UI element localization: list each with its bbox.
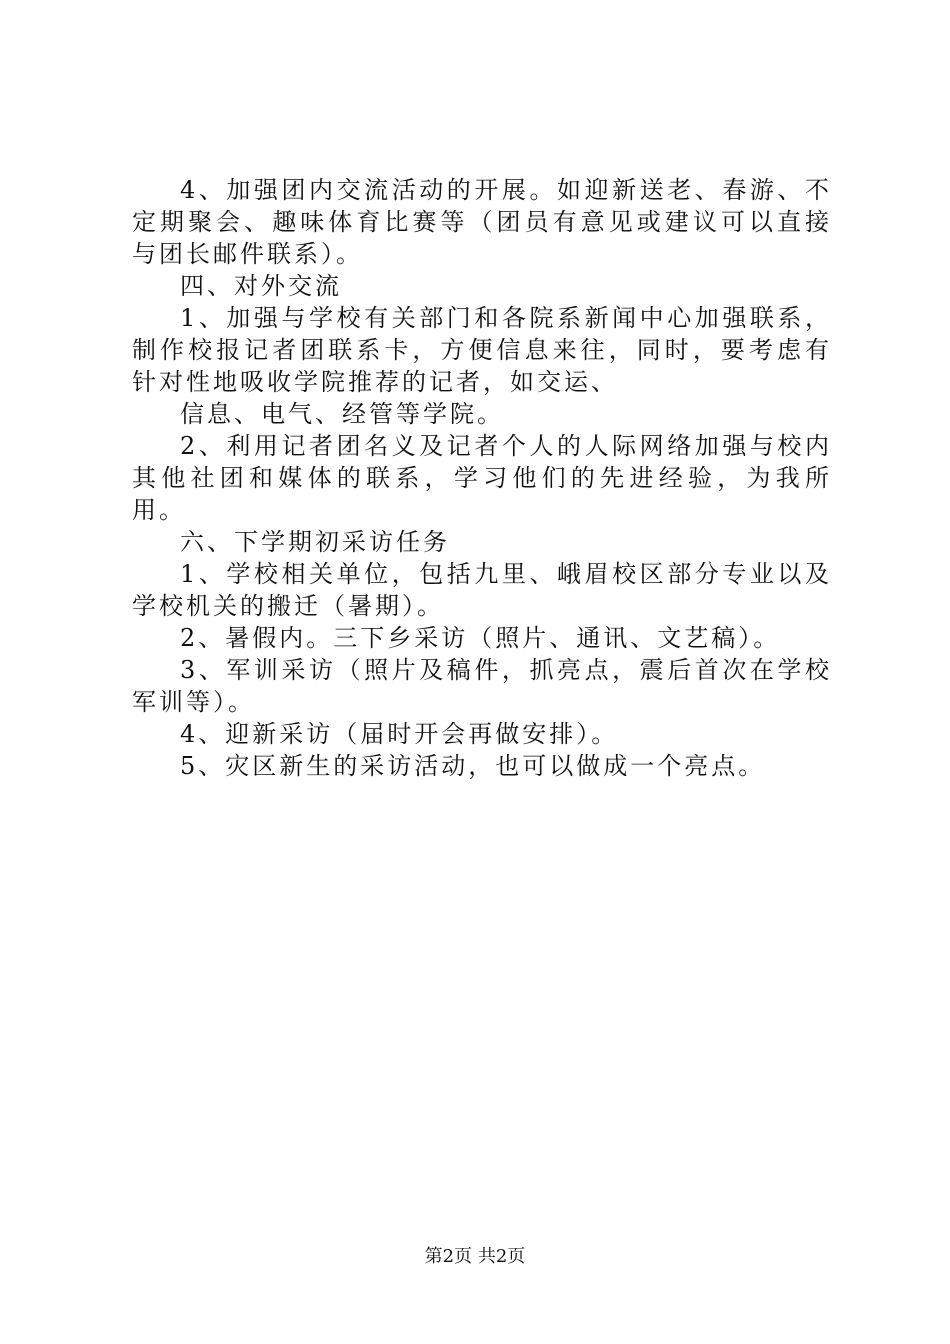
paragraph-task-disaster-students: 5、灾区新生的采访活动，也可以做成一个亮点。 xyxy=(180,752,766,780)
paragraph-task-summer: 2、暑假内。三下乡采访（照片、通讯、文艺稿）。 xyxy=(180,624,781,652)
heading-external-exchange: 四、对外交流 xyxy=(180,272,342,300)
document-body xyxy=(132,174,832,782)
paragraph-media-network: 2、利用记者团名义及记者个人的人际网络加强与校内其他社团和媒体的联系，学习他们的先进经验，为我所用。 xyxy=(132,432,832,524)
paragraph-task-relocation: 1、学校相关单位，包括九里、峨眉校区部分专业以及学校机关的搬迁（暑期）。 xyxy=(132,560,832,620)
paragraph-team-exchange: 4、加强团内交流活动的开展。如迎新送老、春游、不定期聚会、趣味体育比赛等（团员有意见或建议可以直接与团长邮件联系）。 xyxy=(132,176,832,268)
paragraph-contact-card: 1、加强与学校有关部门和各院系新闻中心加强联系，制作校报记者团联系卡，方便信息来往，同时，要考虑有针对性地吸收学院推荐的记者，如交运、 xyxy=(132,304,832,396)
paragraph-contact-card-continued: 信息、电气、经管等学院。 xyxy=(180,400,504,428)
paragraph-task-welcome: 4、迎新采访（届时开会再做安排）。 xyxy=(180,720,619,748)
paragraph-task-military-training: 3、军训采访（照片及稿件，抓亮点，震后首次在学校军训等）。 xyxy=(132,656,832,716)
page-number-footer: 第2页 共2页 xyxy=(424,1246,526,1267)
heading-interview-tasks: 六、下学期初采访任务 xyxy=(180,528,450,556)
